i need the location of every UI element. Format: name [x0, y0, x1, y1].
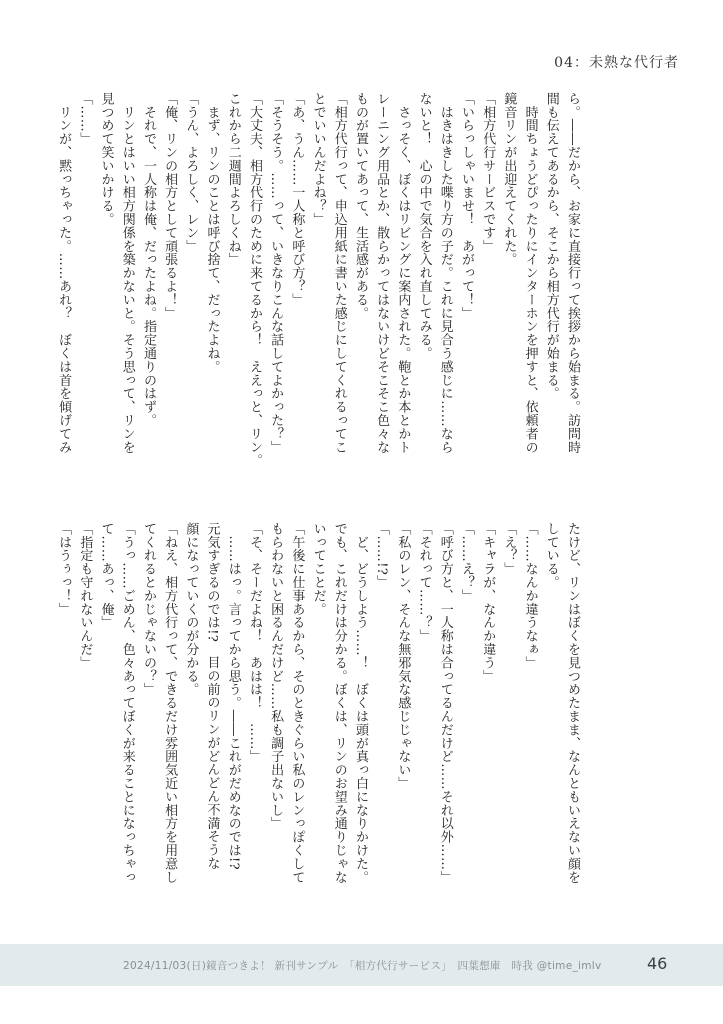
text-line: もらわないと困るんだけど……私も調子出ないし」 — [268, 522, 284, 831]
text-line: まず、リンのことは呼び捨て、だったよね。 — [204, 92, 220, 374]
text-line: ら。――だから、お家に直接行って挨拶から始まる。訪問時 — [565, 92, 580, 454]
text-line: 「俺、リンの相方として頑張るよ！」 — [162, 92, 178, 320]
text-line: これから二週間よろしくね」 — [225, 92, 241, 267]
text-block-lower — [56, 522, 583, 918]
text-line: 「え？」 — [501, 522, 517, 576]
text-line: いってことだ。 — [310, 522, 326, 616]
chapter-title: 04：未熟な代行者 — [554, 55, 679, 71]
text-line: ど、どうしよう……！ ぼくは頭が真っ白になりかけた。 — [352, 522, 368, 884]
text-line: て……あっ、俺」 — [98, 522, 114, 630]
text-line: 「相方代行サービスです」 — [480, 92, 496, 253]
text-line: 「指定も守れないんだ」 — [77, 522, 93, 670]
text-line: 「呼び方と、一人称は合ってるんだけど……それ以外……」 — [437, 522, 453, 884]
text-block-upper — [56, 92, 583, 488]
text-line: はきはきした喋り方の子だ。これに見合う感じに……なら — [437, 92, 453, 454]
text-line: 「……え？」 — [458, 522, 474, 603]
text-line: さっそく、ぼくはリビングに案内された。鞄とか本とかト — [395, 92, 411, 454]
text-line: 見つめて笑いかける。 — [98, 92, 114, 226]
text-line: 元気すぎるのでは!? 目の前のリンがどんどん不満そうな — [204, 522, 220, 870]
text-line: それで、一人称は俺、だったよね。指定通りのはず。 — [140, 92, 156, 427]
text-line: 「……!?」 — [374, 522, 390, 589]
text-line: 「……なんか違うなぁ」 — [522, 522, 538, 670]
text-line: 「はうぅっ！」 — [56, 522, 72, 616]
text-line: レーニング用品とか、散らかってはないけどそこそこ色々な — [374, 92, 390, 454]
text-line: ものが置いてあって、生活感がある。 — [352, 92, 368, 320]
footer-credit: 2024/11/03(日)鏡音つきよ！ 新刊サンプル 「相方代行サービス」 四葉想庫 時我 @time_imlv — [123, 960, 602, 972]
text-line: 「いらっしゃいませ！ あがって！」 — [458, 92, 474, 320]
text-line: 鏡音リンが出迎えてくれた。 — [501, 92, 517, 267]
text-line: てくれるとかじゃないの？」 — [140, 522, 156, 697]
text-line: 「それって……？」 — [416, 522, 432, 643]
text-line: 「うん、よろしく、レン」 — [183, 92, 199, 253]
text-line: 間も伝えてあるから、そこから相方代行が始まる。 — [543, 92, 559, 401]
text-line: 「私のレン、そんな無邪気な感じじゃない」 — [395, 522, 411, 790]
text-line: リンとはいい相方関係を築かないと。そう思って、リンを — [119, 92, 135, 454]
text-line: とでいいんだよね？」 — [310, 92, 326, 226]
text-line: 「そうそう。……って、いきなりこんな話してよかった？」 — [268, 92, 284, 454]
text-line: たけど、リンはぼくを見つめたまま、なんともいえない顔を — [565, 522, 580, 884]
page-number: 46 — [647, 954, 668, 973]
text-line: 「そ、そーだよね！ あはは！ ……」 — [246, 522, 262, 764]
footer-bar — [0, 944, 723, 986]
text-line: 「大丈夫、相方代行のために来てるから！ ええっと、リン。 — [246, 92, 262, 468]
text-line: ないと！ 心の中で気合を入れ直してみる。 — [416, 92, 432, 360]
text-line: 「午後に仕事あるから、そのときぐらい私のレンっぽくして — [289, 522, 305, 884]
text-line: 「あ、うん……一人称と呼び方？」 — [289, 92, 305, 307]
text-line: 「うっ……ごめん、色々あってぼくが来ることになっちゃっ — [119, 522, 135, 884]
text-line: している。 — [543, 522, 559, 589]
text-line: 「相方代行って、申込用紙に書いた感じにしてくれるってこ — [331, 92, 347, 454]
text-line: 顔になっていくのが分かる。 — [183, 522, 199, 697]
text-line: でも、これだけは分かる。ぼくは、リンのお望み通りじゃな — [331, 522, 347, 884]
text-line: 「ねえ、相方代行って、できるだけ雰囲気近い相方を用意し — [162, 522, 178, 884]
text-line: リンが、黙っちゃった。……あれ？ ぼくは首を傾げてみ — [56, 92, 72, 454]
text-line: 「……」 — [77, 92, 93, 146]
text-line: ……はっ。言ってから思う。――これがだめなのでは!? — [225, 522, 241, 870]
text-line: 時間ちょうどぴったりにインターホンを押すと、依頼者の — [522, 92, 538, 454]
text-line: 「キャラが、なんか違う」 — [480, 522, 496, 683]
